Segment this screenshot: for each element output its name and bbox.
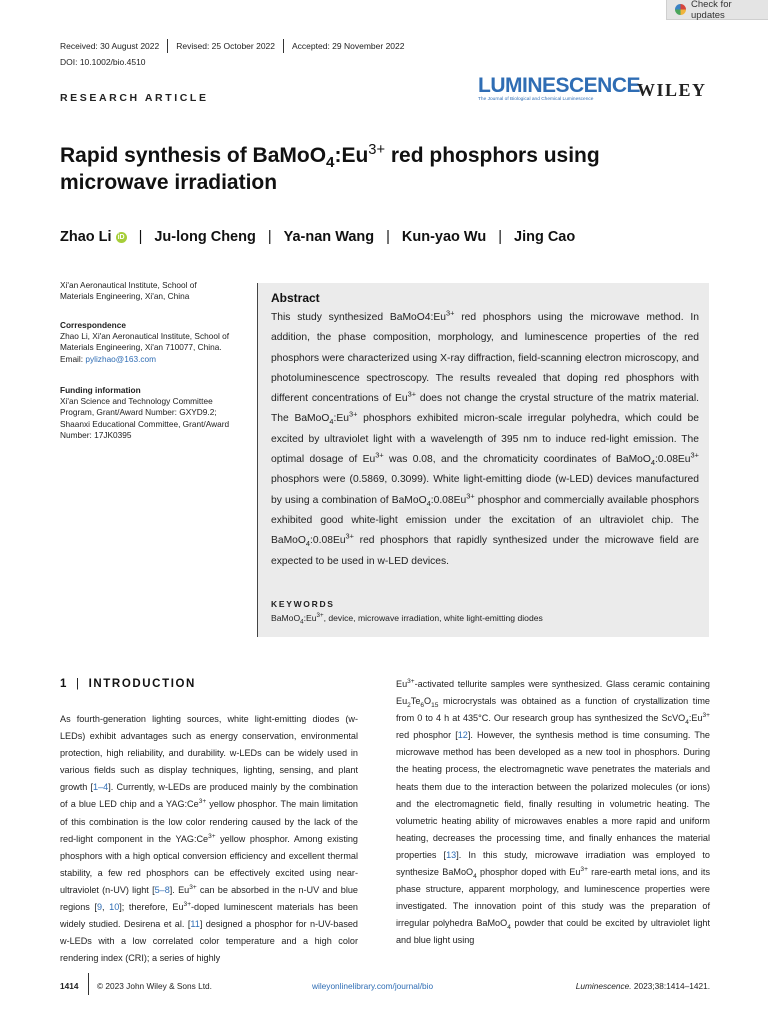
- funding-line: Xi'an Science and Technology Committee: [60, 396, 213, 407]
- footer-divider: [88, 973, 89, 995]
- funding-line: Shaanxi Educational Committee, Grant/Award: [60, 418, 230, 429]
- funding-line: Program, Grant/Award Number: GXYD9.2;: [60, 407, 217, 418]
- abstract-panel: [257, 283, 709, 637]
- section-title: INTRODUCTION: [88, 678, 196, 690]
- orcid-icon[interactable]: iD: [117, 233, 125, 241]
- citation-details: 2023;38:1414–1421.: [631, 981, 710, 991]
- funding-line: Number: 17JK0395: [60, 429, 132, 440]
- author-name[interactable]: Jing Cao: [514, 229, 576, 245]
- citation-link[interactable]: 10: [109, 902, 120, 913]
- introduction-column-left: As fourth-generation lighting sources, white light-emitting diodes (w-LEDs) exhibit advantages such as energy conservation, environmental protection, high reliability, and durability. w-LEDs can be widely used in various fields such as display techniques, lighting, sensing, and plant growth [1–4]. Currently, w-LEDs are produced mainly by the combination of a blue LED chip and a $YAG:Ce^{3+}$ yellow phosphor. The main limitation of this combination is the low color rendering caused by the lack of the red-light component in the $YAG:Ce^{3+}$ yellow phosphor. Among existing phosphors with a high optical conversion efficiency and excellent thermal stability, a few red phosphors can be effectively excited using near-ultraviolet (n-UV) light [5–8]. $Eu^{3+}$ can be absorbed in the n-UV and blue regions [9, 10]; therefore, $Eu^{3+}$-doped luminescent materials has been widely studied. Desirena et al. [11] designed a phosphor for n-UV-based w-LEDs with a low correlated color temperature and a high color rendering index (CRI); a series of highly: [60, 714, 358, 964]
- correspondence-heading: Correspondence: [60, 320, 126, 330]
- author-divider: |: [138, 229, 143, 245]
- affiliation-line: Materials Engineering, Xi'an, China: [60, 291, 190, 302]
- journal-name: LUMINESCENCE: [478, 74, 641, 97]
- funding-heading: Funding information: [60, 385, 141, 395]
- author-name[interactable]: Ju-long Cheng: [154, 229, 256, 245]
- title-subscript: 4: [326, 154, 335, 172]
- section-number: 1: [60, 678, 68, 690]
- abstract-border: [257, 283, 258, 637]
- title-superscript: 3+: [368, 142, 386, 158]
- copyright: © 2023 John Wiley & Sons Ltd.: [97, 981, 212, 991]
- author-divider: |: [386, 229, 390, 245]
- publisher-logo: WILEY: [637, 80, 707, 100]
- abstract-text: This study synthesized $BaMoO4:Eu^{3+}$ red phosphors using the microwave method. In addition, the phase composition, morphology, and luminescence properties of the red phosphors were characterized using X-ray diffraction, field-scanning electron microscopy, and photoluminescence spectroscopy. The results revealed that doping red phosphors with different concentrations of $Eu^{3+}$ does not change the crystal structure of the matrix material. The $BaMoO_4:Eu^{3+}$ phosphors exhibited micron-scale irregular polyhedra, which could be excited by ultraviolet light with a wavelength of 395 nm to induce red-light emission. The optimal dosage of $Eu^{3+}$ was 0.08, and the chromaticity coordinates of $BaMoO_4:0.08Eu^{3+}$ phosphors were (0.5869, 0.3099). White light-emitting diode (w-LED) devices manufactured by using a combination of $BaMoO_4:0.08Eu^{3+}$ phosphor and commercially available phosphors exhibited good white-light emission under the excitation of an ultraviolet chip. The $BaMoO_4:0.08Eu^{3+}$ red phosphors that rapidly synthesized under the microwave field are expected to be used in w-LED devices.: [271, 308, 699, 567]
- author-name[interactable]: Kun-yao Wu: [401, 229, 487, 245]
- journal-logo: [478, 74, 641, 102]
- citation-link[interactable]: 9: [96, 902, 103, 913]
- page-number: 1414: [60, 981, 79, 991]
- check-updates-label: Check for updates: [690, 0, 732, 21]
- funding-information: [60, 385, 250, 441]
- section-heading-introduction: [60, 678, 196, 690]
- journal-subtitle: The Journal of Biological and Chemical Luminescence: [478, 97, 594, 102]
- author-name[interactable]: Zhao Li: [60, 229, 112, 245]
- email-label: Email:: [60, 353, 86, 364]
- page-footer: [60, 979, 710, 993]
- keywords-heading: KEYWORDS: [271, 599, 335, 609]
- author-list: [60, 229, 575, 245]
- affiliation-line: Xi'an Aeronautical Institute, School of: [60, 280, 197, 290]
- citation-link[interactable]: 1–4: [93, 782, 109, 793]
- citation-link[interactable]: 5–8: [154, 884, 170, 895]
- citation-link[interactable]: 12: [457, 730, 468, 741]
- author-divider: |: [267, 229, 272, 245]
- citation-link[interactable]: 11: [190, 919, 200, 930]
- check-for-updates-button[interactable]: [666, 0, 768, 20]
- article-dates: [60, 40, 412, 52]
- section-divider: |: [76, 678, 81, 690]
- correspondence-email-line: [60, 354, 250, 365]
- citation-link[interactable]: 13: [446, 849, 457, 860]
- revised-date: Revised: 25 October 2022: [176, 41, 276, 51]
- introduction-column-right: $Eu^{3+}$-activated tellurite samples were synthesized. Glass ceramic containing $Eu_2Te_6O_{15}$ microcrystals was obtained as a function of crystallization time from 0 to 4 h at 435°C. Our research group has synthesized the $ScVO_4:Eu^{3+}$ red phosphor [12]. However, the synthesis method is time consuming. The microwave method has been developed as a new tool in phosphors. During the heating process, the electromagnetic wave penetrates the materials and heats them due to the interaction between the polarized molecules (or ions) and the electromagnetic field, finally resulting in volumetric heating. The volumetric heating ability of microwaves enables a more rapid and uniform heating, decreases the processing time, and finally enhances the material properties [13]. In this study, microwave irradiation was employed to synthesize BaMoO$_4$ phosphor doped with $Eu^{3+}$ rare-earth metal ions, and its phase structure, apparent morphology, and luminescence properties were investigated. The innovation point of this study was the preparation of irregular polyhedra BaMoO$_4$ powder that could be excited by ultraviolet light and blue light using: [396, 677, 710, 946]
- affiliation: [60, 280, 250, 302]
- abstract-heading: Abstract: [271, 291, 320, 305]
- article-type: RESEARCH ARTICLE: [60, 92, 209, 104]
- citation-info: [576, 981, 710, 991]
- accepted-date: Accepted: 29 November 2022: [292, 41, 405, 51]
- correspondence: [60, 320, 250, 365]
- journal-url-link[interactable]: wileyonlinelibrary.com/journal/bio: [312, 981, 434, 991]
- title-text: :Eu: [334, 144, 369, 167]
- title-text: red phosphors using: [385, 144, 600, 167]
- author-divider: |: [498, 229, 502, 245]
- title-text: Rapid synthesis of BaMoO: [60, 144, 327, 167]
- citation-journal: Luminescence.: [575, 981, 632, 991]
- keywords-list: $BaMoO_4:Eu^{3+}$, device, microwave irradiation, white light-emitting diodes: [271, 612, 543, 626]
- check-updates-icon: [675, 4, 686, 15]
- email-link[interactable]: pylizhao@163.com: [85, 353, 157, 364]
- title-text: microwave irradiation: [60, 171, 278, 194]
- doi: DOI: 10.1002/bio.4510: [60, 57, 146, 67]
- article-title: [60, 142, 700, 196]
- author-name[interactable]: Ya-nan Wang: [283, 229, 375, 245]
- correspondence-line: Materials Engineering, Xi'an 710077, China.: [60, 342, 222, 353]
- received-date: Received: 30 August 2022: [60, 41, 160, 51]
- correspondence-line: Zhao Li, Xi'an Aeronautical Institute, School of: [60, 331, 230, 342]
